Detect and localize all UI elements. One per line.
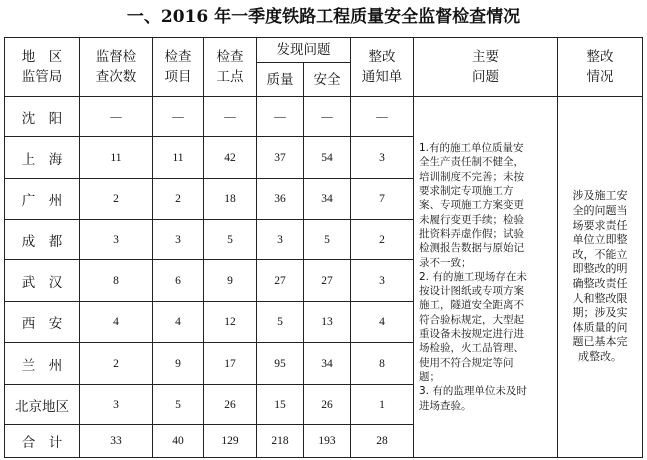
quality-cell: 15 <box>257 385 304 425</box>
sites-cell: 42 <box>204 137 257 179</box>
page-title: 一、2016 年一季度铁路工程质量安全监督检查情况 <box>126 7 521 27</box>
header-items <box>153 38 204 97</box>
items-cell: 6 <box>153 260 204 302</box>
safety-cell: 5 <box>304 220 351 260</box>
issue-line: 3. 有的监理单位未及时 <box>419 385 527 398</box>
inspections-cell: 11 <box>80 137 153 179</box>
quality-cell: 5 <box>257 302 304 343</box>
items-cell: 4 <box>153 302 204 343</box>
header-notices <box>351 38 414 97</box>
notices-cell: 8 <box>351 343 414 385</box>
issue-line: 检测报告数据与原始记 <box>419 242 524 255</box>
header-rectification <box>558 38 643 97</box>
issue-line: 案、专项施工方案变更 <box>419 199 524 212</box>
header-row-1 <box>5 38 643 63</box>
header-inspections <box>80 38 153 97</box>
issue-line: 符合验标规定，大型起 <box>419 313 524 326</box>
region-cell: 西 安 <box>5 302 80 343</box>
header-region-line2: 监管局 <box>21 69 63 85</box>
region-cell: 北京地区 <box>5 385 80 425</box>
header-found-issues: 发现问题 <box>257 38 351 63</box>
notices-cell: 28 <box>351 425 414 458</box>
region-cell: 沈 阳 <box>5 97 80 137</box>
rectification-line: 改，不能立 <box>572 247 628 261</box>
items-cell: 40 <box>153 425 204 458</box>
sites-cell: — <box>204 97 257 137</box>
region-cell: 上 海 <box>5 137 80 179</box>
header-inspections-line1: 监督检 <box>95 49 137 65</box>
issue-line: 进场查验。 <box>419 399 472 412</box>
rectification-line: 确整改责任 <box>572 277 628 290</box>
quality-cell: 218 <box>257 425 304 458</box>
inspections-cell: 3 <box>80 220 153 260</box>
header-notices-line2: 通知单 <box>361 69 403 85</box>
inspections-cell: 3 <box>80 385 153 425</box>
rectification-line: 体质量的问 <box>572 320 628 334</box>
issue-line: 批资料弄虚作假；试验 <box>419 227 524 240</box>
notices-cell: 1 <box>351 385 414 425</box>
sites-cell: 129 <box>204 425 257 458</box>
header-main-issues-line2: 问题 <box>472 69 499 85</box>
header-region-line1: 地 区 <box>21 49 63 65</box>
quality-cell: 36 <box>257 179 304 220</box>
rectification-line: 即整改的明 <box>572 262 628 276</box>
header-region <box>5 38 80 97</box>
safety-cell: 13 <box>304 302 351 343</box>
issue-line: 1.有的施工单位质量安 <box>419 142 524 155</box>
header-sites-line1: 检查 <box>216 49 244 65</box>
issue-line: 按设计图纸或专项方案 <box>419 285 524 298</box>
header-sites <box>204 38 257 97</box>
region-cell: 武 汉 <box>5 260 80 302</box>
issue-line: 培训制度不完善；未按 <box>419 170 524 183</box>
items-cell: 11 <box>153 137 204 179</box>
header-notices-line1: 整改 <box>368 49 396 65</box>
items-cell: 3 <box>153 220 204 260</box>
safety-cell: — <box>304 97 351 137</box>
safety-cell: 26 <box>304 385 351 425</box>
header-items-line1: 检查 <box>164 49 192 65</box>
header-rectification-line1: 整改 <box>586 49 614 65</box>
items-cell: — <box>153 97 204 137</box>
table-row <box>5 97 643 137</box>
issue-line: 使用不符合规定等问 <box>419 356 514 369</box>
header-quality: 质量 <box>257 63 304 97</box>
region-cell: 成 都 <box>5 220 80 260</box>
quality-cell: 3 <box>257 220 304 260</box>
main-issues-cell <box>414 97 558 458</box>
rectification-line: 人和整改限 <box>572 291 628 305</box>
rectification-cell <box>558 97 643 458</box>
safety-cell: 27 <box>304 260 351 302</box>
header-rectification-line2: 情况 <box>586 69 614 85</box>
items-cell: 2 <box>153 179 204 220</box>
quality-cell: 27 <box>257 260 304 302</box>
safety-cell: 34 <box>304 179 351 220</box>
notices-cell: 2 <box>351 220 414 260</box>
header-inspections-line2: 查次数 <box>95 69 137 85</box>
inspections-cell: 33 <box>80 425 153 458</box>
issue-line: 要求制定专项施工方 <box>419 185 514 198</box>
inspection-table <box>4 37 643 458</box>
issue-line: 2. 有的施工现场存在未 <box>419 270 527 283</box>
issue-line: 未履行变更手续；检验 <box>419 213 524 226</box>
issue-line: 重设备未按规定进行进 <box>419 328 524 341</box>
rectification-line: 涉及施工安 <box>572 189 628 203</box>
notices-cell: — <box>351 97 414 137</box>
sites-cell: 5 <box>204 220 257 260</box>
notices-cell: 7 <box>351 179 414 220</box>
safety-cell: 193 <box>304 425 351 458</box>
header-items-line2: 项目 <box>164 69 192 85</box>
inspections-cell: 2 <box>80 343 153 385</box>
region-cell: 合 计 <box>5 425 80 458</box>
issue-line: 施工，隧道安全距离不 <box>419 299 524 312</box>
header-sites-line2: 工点 <box>216 69 244 85</box>
inspections-cell: 2 <box>80 179 153 220</box>
rectification-line: 期；涉及实 <box>572 306 628 320</box>
issue-line: 录不一致； <box>419 256 472 269</box>
header-safety: 安全 <box>304 63 351 97</box>
notices-cell: 4 <box>351 302 414 343</box>
quality-cell: 95 <box>257 343 304 385</box>
sites-cell: 9 <box>204 260 257 302</box>
issue-line: 场检验，火工品管理、 <box>419 342 524 355</box>
sites-cell: 12 <box>204 302 257 343</box>
rectification-line: 场要求责任 <box>572 218 628 232</box>
sites-cell: 17 <box>204 343 257 385</box>
header-main-issues <box>414 38 558 97</box>
sites-cell: 26 <box>204 385 257 425</box>
rectification-line: 题已基本完 <box>572 335 628 349</box>
inspections-cell: 4 <box>80 302 153 343</box>
quality-cell: 37 <box>257 137 304 179</box>
rectification-line: 单位立即整 <box>572 233 628 247</box>
items-cell: 9 <box>153 343 204 385</box>
rectification-line: 全的问题当 <box>572 204 628 218</box>
inspections-cell: 8 <box>80 260 153 302</box>
safety-cell: 34 <box>304 343 351 385</box>
header-main-issues-line1: 主要 <box>472 49 499 65</box>
notices-cell: 3 <box>351 137 414 179</box>
sites-cell: 18 <box>204 179 257 220</box>
issue-line: 题； <box>419 370 440 383</box>
region-cell: 广 州 <box>5 179 80 220</box>
rectification-line: 成整改。 <box>578 349 622 363</box>
quality-cell: — <box>257 97 304 137</box>
region-cell: 兰 州 <box>5 343 80 385</box>
issue-line: 全生产责任制不健全， <box>419 156 524 169</box>
inspections-cell: — <box>80 97 153 137</box>
notices-cell: 3 <box>351 260 414 302</box>
safety-cell: 54 <box>304 137 351 179</box>
items-cell: 5 <box>153 385 204 425</box>
